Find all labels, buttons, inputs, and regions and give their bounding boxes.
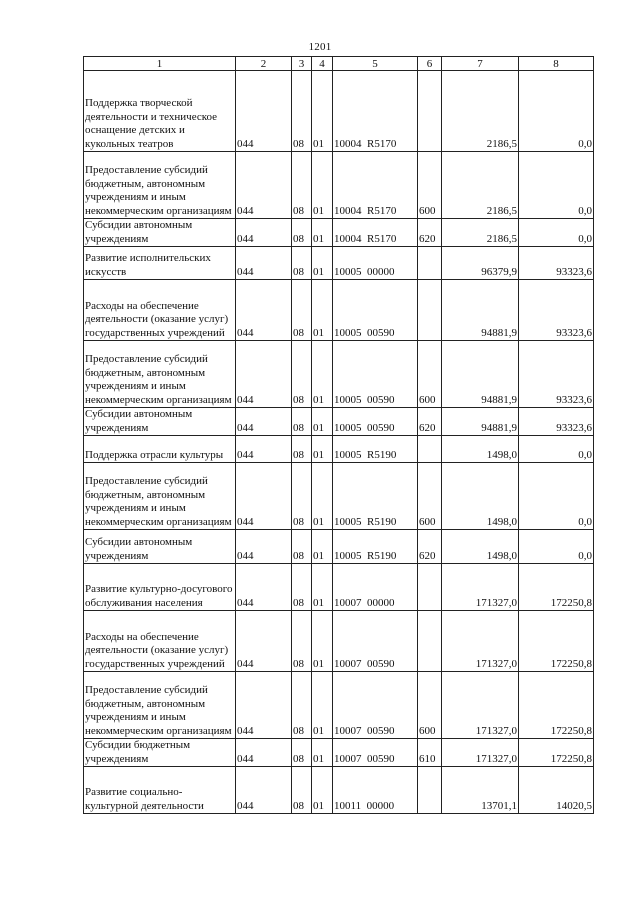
header-col-4: 4 — [312, 57, 333, 71]
cell-section: 08 — [292, 530, 312, 564]
cell-amount-1: 2186,5 — [442, 71, 519, 152]
cell-target-article: 10007 00590 — [333, 739, 418, 767]
cell-section: 08 — [292, 247, 312, 280]
cell-section: 08 — [292, 767, 312, 814]
cell-name: Предоставление субсидий бюджетным, автономным учреждениям и иным некоммерческим организациям — [84, 152, 236, 219]
cell-grbs: 044 — [236, 611, 292, 672]
cell-amount-2: 93323,6 — [519, 247, 594, 280]
header-col-6: 6 — [418, 57, 442, 71]
cell-expense-type: 600 — [418, 672, 442, 739]
cell-amount-2: 0,0 — [519, 71, 594, 152]
cell-amount-1: 1498,0 — [442, 436, 519, 463]
cell-subsection: 01 — [312, 611, 333, 672]
cell-grbs: 044 — [236, 739, 292, 767]
cell-grbs: 044 — [236, 341, 292, 408]
cell-amount-1: 171327,0 — [442, 672, 519, 739]
cell-amount-2: 172250,8 — [519, 739, 594, 767]
cell-target-article: 10005 00590 — [333, 341, 418, 408]
header-col-2: 2 — [236, 57, 292, 71]
cell-amount-1: 171327,0 — [442, 564, 519, 611]
cell-name: Поддержка отрасли культуры — [84, 436, 236, 463]
cell-name: Расходы на обеспечение деятельности (оказание услуг) государственных учреждений — [84, 280, 236, 341]
header-col-8: 8 — [519, 57, 594, 71]
cell-amount-2: 93323,6 — [519, 280, 594, 341]
cell-amount-2: 172250,8 — [519, 672, 594, 739]
cell-subsection: 01 — [312, 436, 333, 463]
cell-section: 08 — [292, 611, 312, 672]
cell-amount-2: 0,0 — [519, 530, 594, 564]
cell-subsection: 01 — [312, 71, 333, 152]
cell-section: 08 — [292, 280, 312, 341]
cell-name: Предоставление субсидий бюджетным, автономным учреждениям и иным некоммерческим организациям — [84, 672, 236, 739]
cell-amount-2: 14020,5 — [519, 767, 594, 814]
cell-grbs: 044 — [236, 152, 292, 219]
cell-amount-2: 0,0 — [519, 219, 594, 247]
cell-name: Развитие культурно-досугового обслуживания населения — [84, 564, 236, 611]
cell-amount-1: 13701,1 — [442, 767, 519, 814]
cell-subsection: 01 — [312, 219, 333, 247]
table-body — [84, 71, 594, 814]
cell-amount-2: 0,0 — [519, 463, 594, 530]
cell-subsection: 01 — [312, 152, 333, 219]
cell-section: 08 — [292, 739, 312, 767]
table-row — [84, 408, 594, 436]
cell-subsection: 01 — [312, 463, 333, 530]
cell-amount-1: 2186,5 — [442, 219, 519, 247]
cell-amount-2: 0,0 — [519, 152, 594, 219]
table-row — [84, 219, 594, 247]
table-row — [84, 247, 594, 280]
cell-subsection: 01 — [312, 530, 333, 564]
cell-target-article: 10007 00590 — [333, 611, 418, 672]
cell-target-article: 10005 R5190 — [333, 436, 418, 463]
cell-grbs: 044 — [236, 280, 292, 341]
cell-grbs: 044 — [236, 436, 292, 463]
cell-amount-1: 94881,9 — [442, 280, 519, 341]
table-row — [84, 436, 594, 463]
header-col-3: 3 — [292, 57, 312, 71]
cell-section: 08 — [292, 408, 312, 436]
cell-amount-1: 2186,5 — [442, 152, 519, 219]
cell-section: 08 — [292, 71, 312, 152]
cell-grbs: 044 — [236, 564, 292, 611]
cell-section: 08 — [292, 436, 312, 463]
table-row — [84, 564, 594, 611]
cell-target-article: 10005 00590 — [333, 408, 418, 436]
cell-target-article: 10004 R5170 — [333, 152, 418, 219]
cell-target-article: 10007 00000 — [333, 564, 418, 611]
cell-section: 08 — [292, 463, 312, 530]
cell-section: 08 — [292, 152, 312, 219]
cell-subsection: 01 — [312, 564, 333, 611]
cell-amount-1: 94881,9 — [442, 408, 519, 436]
cell-target-article: 10005 00000 — [333, 247, 418, 280]
cell-amount-2: 172250,8 — [519, 611, 594, 672]
cell-expense-type — [418, 564, 442, 611]
cell-target-article: 10004 R5170 — [333, 71, 418, 152]
cell-target-article: 10007 00590 — [333, 672, 418, 739]
table-row — [84, 152, 594, 219]
cell-amount-2: 0,0 — [519, 436, 594, 463]
cell-amount-1: 171327,0 — [442, 611, 519, 672]
header-col-7: 7 — [442, 57, 519, 71]
table-row — [84, 530, 594, 564]
cell-amount-2: 93323,6 — [519, 341, 594, 408]
cell-expense-type: 620 — [418, 219, 442, 247]
cell-grbs: 044 — [236, 408, 292, 436]
cell-subsection: 01 — [312, 767, 333, 814]
cell-expense-type: 600 — [418, 341, 442, 408]
table-row — [84, 463, 594, 530]
cell-subsection: 01 — [312, 341, 333, 408]
cell-section: 08 — [292, 341, 312, 408]
cell-expense-type — [418, 247, 442, 280]
cell-target-article: 10011 00000 — [333, 767, 418, 814]
cell-name: Субсидии бюджетным учреждениям — [84, 739, 236, 767]
header-col-5: 5 — [333, 57, 418, 71]
cell-name: Развитие социально-культурной деятельности — [84, 767, 236, 814]
cell-target-article: 10005 R5190 — [333, 530, 418, 564]
cell-target-article: 10005 R5190 — [333, 463, 418, 530]
cell-expense-type: 600 — [418, 152, 442, 219]
cell-target-article: 10005 00590 — [333, 280, 418, 341]
cell-name: Предоставление субсидий бюджетным, автономным учреждениям и иным некоммерческим организациям — [84, 341, 236, 408]
cell-expense-type — [418, 767, 442, 814]
cell-section: 08 — [292, 564, 312, 611]
header-col-1: 1 — [84, 57, 236, 71]
cell-amount-1: 1498,0 — [442, 463, 519, 530]
page-number: 1201 — [308, 41, 332, 53]
cell-expense-type — [418, 280, 442, 341]
table-row — [84, 71, 594, 152]
cell-grbs: 044 — [236, 530, 292, 564]
cell-grbs: 044 — [236, 247, 292, 280]
cell-target-article: 10004 R5170 — [333, 219, 418, 247]
cell-name: Поддержка творческой деятельности и техническое оснащение детских и кукольных театров — [84, 71, 236, 152]
header-row — [84, 57, 594, 71]
cell-amount-2: 172250,8 — [519, 564, 594, 611]
cell-name: Развитие исполнительских искусств — [84, 247, 236, 280]
cell-grbs: 044 — [236, 219, 292, 247]
budget-table — [83, 56, 594, 814]
table-row — [84, 341, 594, 408]
cell-subsection: 01 — [312, 739, 333, 767]
cell-subsection: 01 — [312, 408, 333, 436]
table-row — [84, 767, 594, 814]
cell-expense-type: 620 — [418, 530, 442, 564]
cell-expense-type: 620 — [418, 408, 442, 436]
cell-expense-type — [418, 71, 442, 152]
cell-grbs: 044 — [236, 767, 292, 814]
cell-expense-type: 600 — [418, 463, 442, 530]
table-row — [84, 739, 594, 767]
cell-expense-type — [418, 611, 442, 672]
cell-amount-1: 171327,0 — [442, 739, 519, 767]
table-row — [84, 672, 594, 739]
cell-grbs: 044 — [236, 71, 292, 152]
cell-name: Субсидии автономным учреждениям — [84, 408, 236, 436]
cell-amount-1: 94881,9 — [442, 341, 519, 408]
cell-amount-1: 1498,0 — [442, 530, 519, 564]
cell-subsection: 01 — [312, 280, 333, 341]
cell-section: 08 — [292, 672, 312, 739]
cell-name: Расходы на обеспечение деятельности (оказание услуг) государственных учреждений — [84, 611, 236, 672]
cell-amount-2: 93323,6 — [519, 408, 594, 436]
cell-name: Субсидии автономным учреждениям — [84, 219, 236, 247]
table-row — [84, 611, 594, 672]
table-row — [84, 280, 594, 341]
cell-expense-type — [418, 436, 442, 463]
cell-section: 08 — [292, 219, 312, 247]
cell-grbs: 044 — [236, 672, 292, 739]
cell-name: Субсидии автономным учреждениям — [84, 530, 236, 564]
cell-expense-type: 610 — [418, 739, 442, 767]
cell-amount-1: 96379,9 — [442, 247, 519, 280]
cell-subsection: 01 — [312, 247, 333, 280]
cell-name: Предоставление субсидий бюджетным, автономным учреждениям и иным некоммерческим организациям — [84, 463, 236, 530]
cell-subsection: 01 — [312, 672, 333, 739]
cell-grbs: 044 — [236, 463, 292, 530]
